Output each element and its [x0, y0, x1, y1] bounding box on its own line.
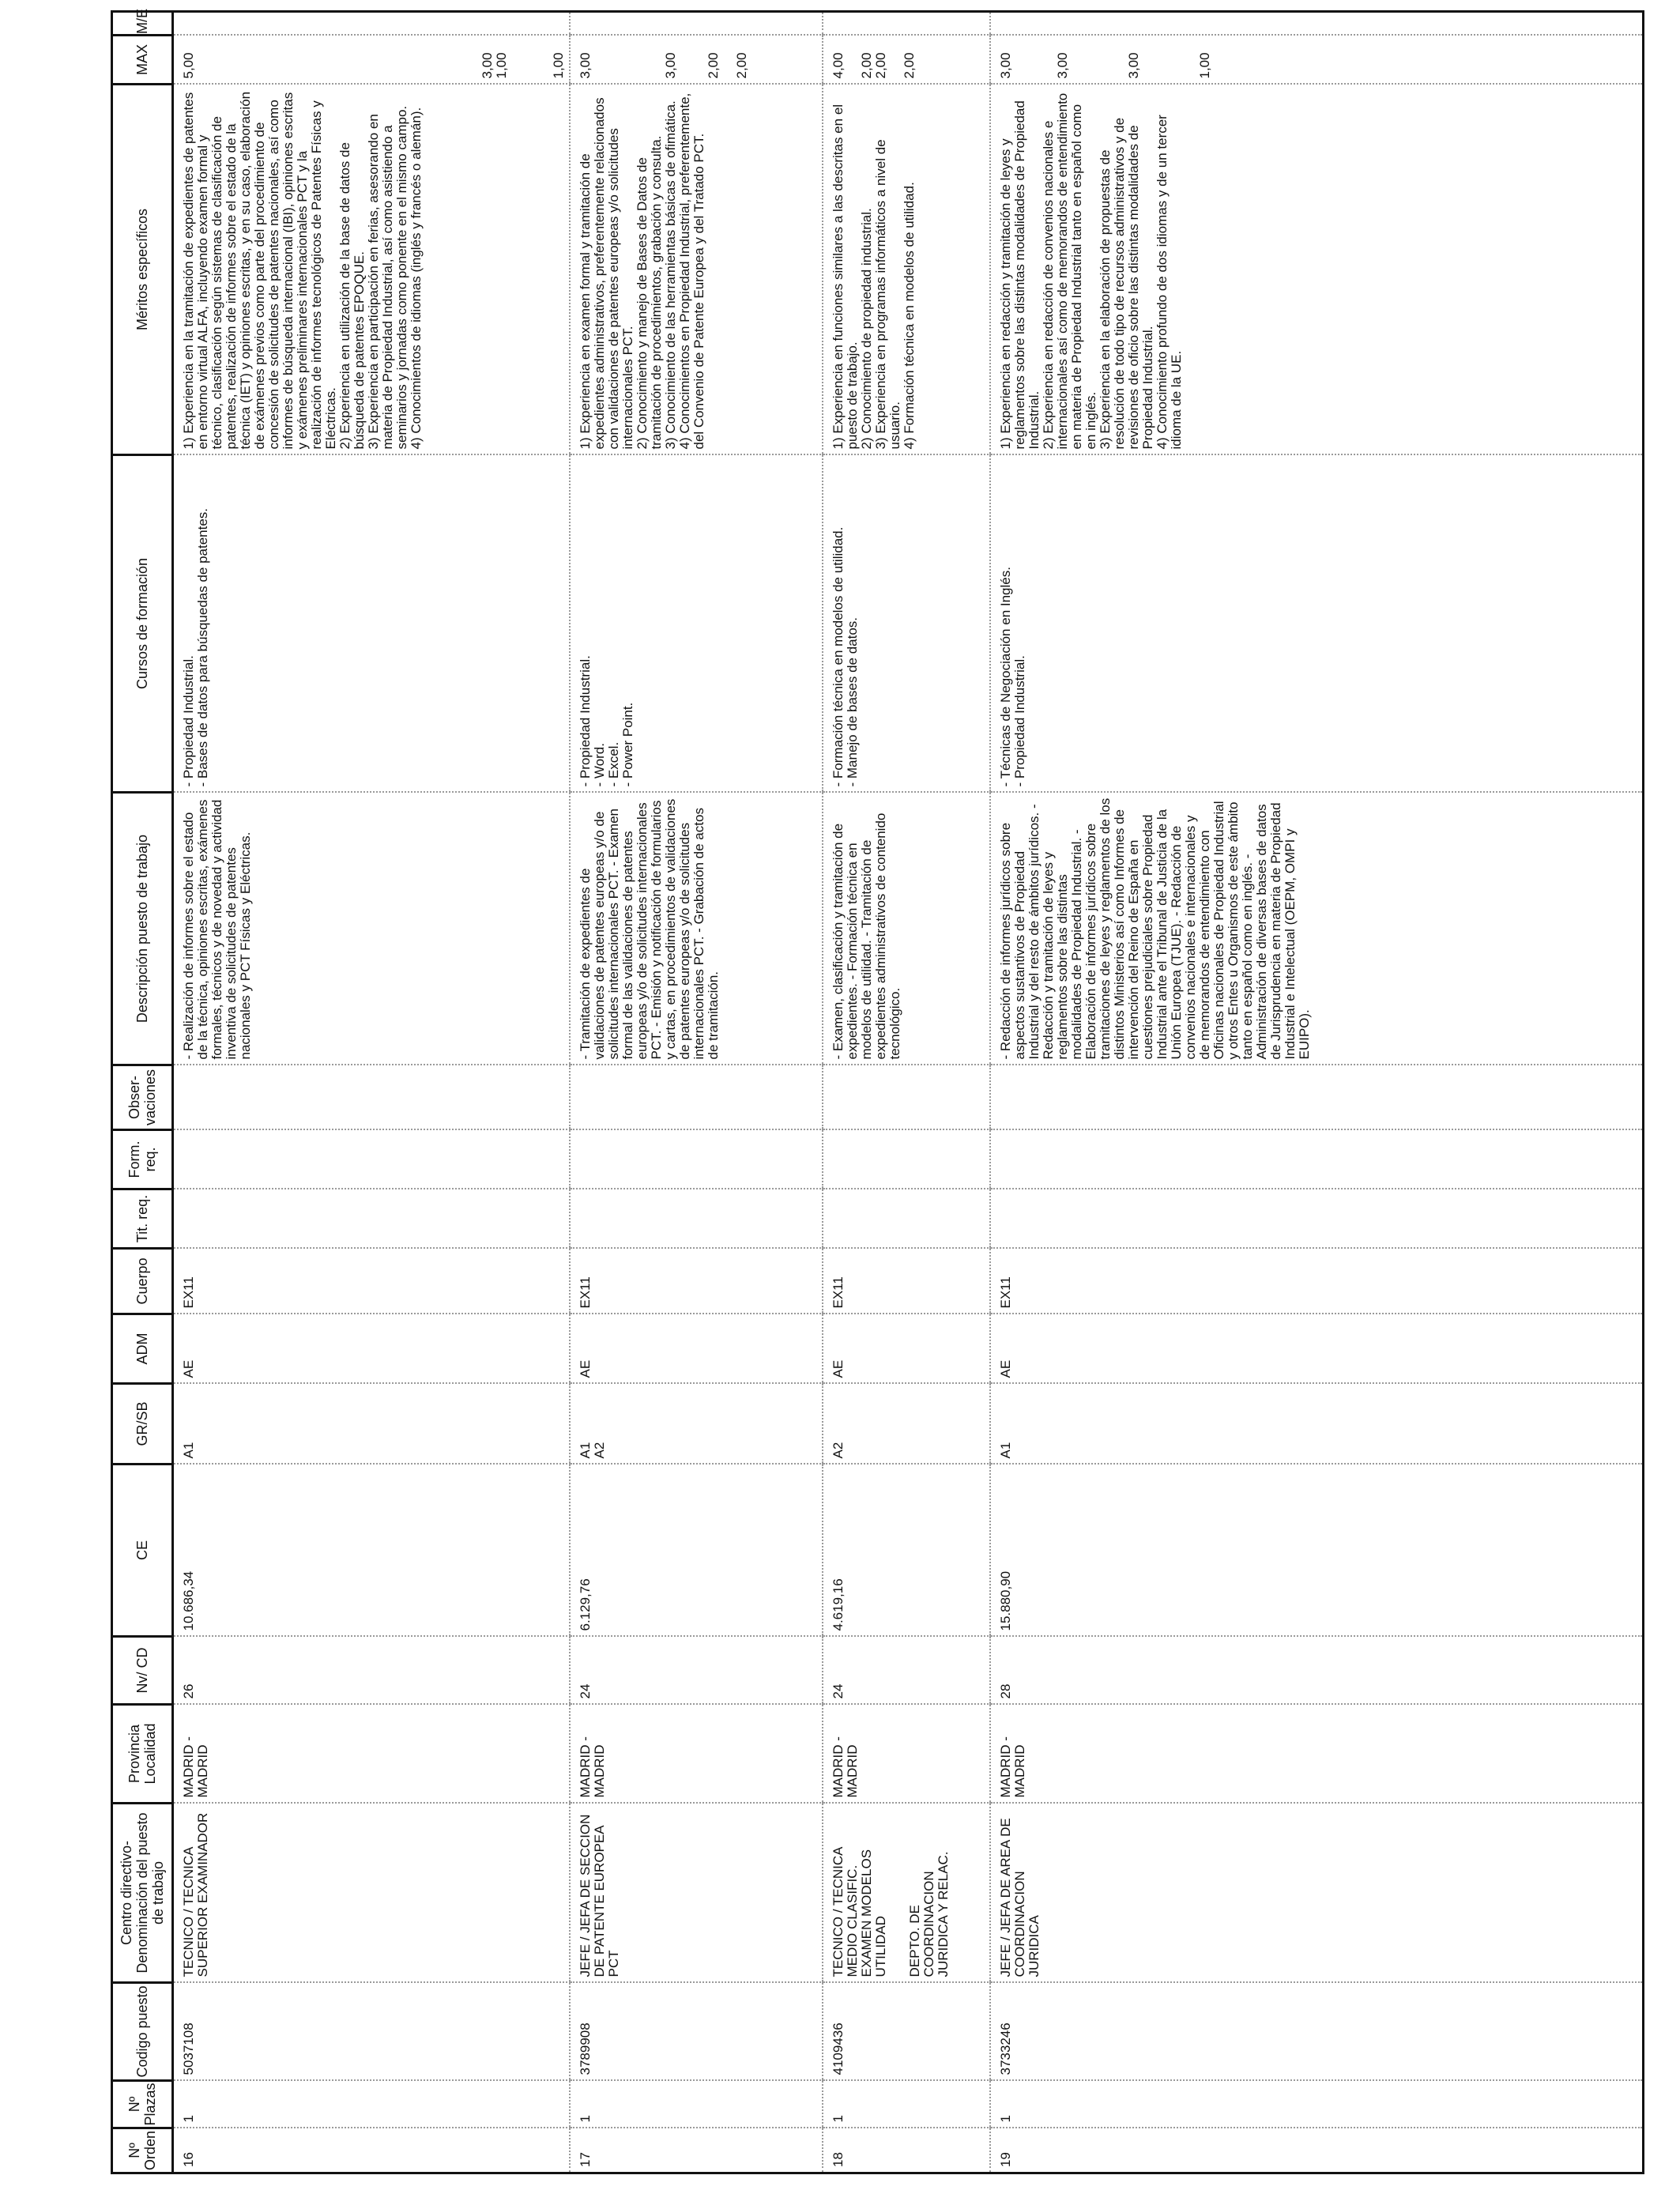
me-cell — [991, 13, 999, 35]
provincia-cell: MADRID - MADRID — [181, 1736, 210, 1798]
header-form: Form. req. — [112, 1130, 173, 1189]
max-value: 5,00 — [181, 52, 196, 79]
plazas-cell: 1 — [998, 2115, 1013, 2123]
max-value: 3,00 — [1126, 52, 1141, 79]
orden-cell: 16 — [181, 2152, 196, 2167]
centro-cell: JEFE / JEFA DE AREA DE COORDINACION JURIDICA — [998, 1818, 1042, 1977]
cuerpo-cell: EX11 — [181, 1276, 196, 1309]
merito-item: 1) Experiencia en redacción y tramitación de leyes y reglamentos sobre las distintas modalidades de Propiedad Industrial. — [998, 100, 1042, 450]
merito-item: 3) Conocimiento de las herramientas básicas de ofimática. — [663, 100, 678, 450]
codigo-cell: 3789908 — [578, 2022, 593, 2075]
codigo-cell: 5037108 — [181, 2022, 196, 2075]
header-max: MAX — [112, 36, 173, 85]
header-plazas: Nº Plazas — [112, 2081, 173, 2128]
centro-section: DEPTO. DE COORDINACION JURIDICA Y RELAC. — [907, 1851, 951, 1977]
descripcion-cell: - Tramitación de expedientes de validaciones de patentes europeas y/o de solicitudes internacionales PCT. - Examen formal de las validaciones de patentes europeas y/o de solicitudes internacionales PCT. - Emisión y notificación de formularios y cartas, en procedimientos de validaciones de patentes europeas y/o de solicitudes internacionales PCT. - Grabación de actos de tramitación. — [578, 798, 721, 1060]
obs-cell — [991, 1066, 999, 1129]
max-list — [823, 36, 917, 84]
header-cursos: Cursos de formación — [112, 455, 173, 793]
curso-item: - Técnicas de Negociación en Inglés. — [998, 567, 1013, 787]
codigo-cell: 3733246 — [998, 2022, 1013, 2075]
max-value: 1,00 — [1197, 52, 1212, 79]
ce-cell: 6.129,76 — [578, 1578, 593, 1631]
header-descripcion: Descripción puesto de trabajo — [112, 793, 173, 1065]
provincia-cell: MADRID - MADRID — [831, 1736, 860, 1798]
form-cell — [571, 1131, 578, 1189]
merito-item: 4) Formación técnica en modelos de utilidad. — [902, 182, 917, 450]
centro-cell: JEFE / JEFA DE SECCION DE PATENTE EUROPEA PCT — [578, 1814, 621, 1977]
header-adm: ADM — [112, 1314, 173, 1384]
max-value: 3,00 — [1055, 52, 1070, 79]
merito-item: 4) Conocimiento profundo de dos idiomas y de un tercer idioma de la UE. — [1155, 115, 1184, 450]
plazas-cell: 1 — [181, 2115, 196, 2123]
cuerpo-cell: EX11 — [998, 1276, 1013, 1309]
max-value: 4,00 — [831, 52, 846, 79]
curso-item: - Bases de datos para búsquedas de patentes. — [195, 507, 210, 787]
header-codigo: Codigo puesto — [112, 1983, 173, 2081]
provincia-cell: MADRID - MADRID — [998, 1736, 1027, 1798]
header-grupo: GR/SB — [112, 1384, 173, 1465]
curso-item: - Power Point. — [620, 702, 635, 787]
curso-item: - Formación técnica en modelos de utilidad. — [831, 526, 846, 787]
centro-cell: TECNICO / TECNICA SUPERIOR EXAMINADOR — [181, 1812, 210, 1977]
max-value: 2,00 — [734, 52, 749, 79]
tit-cell — [571, 1190, 578, 1248]
table-row — [570, 12, 823, 2173]
header-meritos: Méritos específicos — [112, 85, 173, 455]
grupo-value: A2 — [592, 1442, 607, 1459]
adm-cell: AE — [181, 1359, 196, 1378]
me-cell — [571, 13, 578, 35]
merito-item: 3) Experiencia en participación en ferias, asesorando en materia de Propiedad Industrial, así como asistiendo a seminarios y jornadas como ponente en el mismo campo. — [366, 105, 409, 450]
cuerpo-cell: EX11 — [831, 1276, 846, 1309]
curso-item: - Propiedad Industrial. — [578, 655, 593, 787]
merito-item: 1) Experiencia en examen formal y tramitación de expedientes administrativos, preferentemente relacionados con validaciones de patentes europeas y/o solicitudes internacionales PCT. — [578, 97, 635, 450]
merito-item: 4) Conocimientos de idiomas (inglés y francés o alemán). — [409, 107, 424, 450]
merito-item: 2) Conocimiento de propiedad industrial. — [859, 208, 874, 450]
merito-item: 4) Conocimientos en Propiedad Industrial, preferentemente, del Convenio de Patente Europea y del Tratado PCT. — [677, 92, 706, 450]
max-value: 3,00 — [578, 52, 593, 79]
max-value: 3,00 — [663, 52, 678, 79]
me-cell — [174, 13, 182, 35]
nivel-cell: 26 — [181, 1683, 196, 1699]
merito-item: 2) Experiencia en utilización de la base de datos de búsqueda de patentes EPOQUE. — [337, 142, 367, 450]
max-value: 3,00 — [998, 52, 1013, 79]
max-value: 1,00 — [551, 52, 566, 79]
max-list — [174, 36, 566, 84]
obs-cell — [823, 1066, 831, 1129]
adm-cell: AE — [831, 1359, 846, 1378]
nivel-cell: 28 — [998, 1683, 1013, 1699]
form-cell — [174, 1131, 182, 1189]
nivel-cell: 24 — [578, 1683, 593, 1699]
header-nivel: Nv/ CD — [112, 1637, 173, 1705]
curso-item: - Propiedad Industrial. — [1012, 655, 1027, 787]
header-orden: Nº Orden — [112, 2128, 173, 2173]
merito-item: 1) Experiencia en la tramitación de expedientes de patentes en entorno virtual ALFA, incluyendo examen formal y técnico, clasificación según sistemas de clasificación de patentes, realización de informes sobre el estado de la técnica (IET) y opiniones escritas, y en su caso, elaboración de exámenes previos como parte del procedimiento de concesión de solicitudes de patentes nacionales, así como informes de búsqueda internacional (IBI), opiniones escritas y exámenes preliminares internacionales PCT y la realización de informes tecnológicos de Patentes Físicas y Eléctricas. — [181, 91, 338, 450]
orden-cell: 17 — [578, 2152, 593, 2167]
curso-item: - Excel. — [606, 741, 621, 787]
obs-cell — [571, 1066, 578, 1129]
me-cell — [823, 13, 831, 35]
grupo-value: A1 — [578, 1442, 593, 1459]
tit-cell — [174, 1190, 182, 1248]
header-cuerpo: Cuerpo — [112, 1249, 173, 1314]
orden-cell: 18 — [831, 2152, 846, 2167]
descripcion-cell: - Realización de informes sobre el estado de la técnica, opiniones escritas, exámenes formales, técnicos y de novedad y actividad inventiva de solicitudes de patentes nacionales y PCT Físicas y Eléctricas. — [181, 799, 253, 1060]
max-value: 2,00 — [902, 52, 917, 79]
tit-cell — [823, 1190, 831, 1248]
plazas-cell: 1 — [831, 2115, 846, 2123]
ce-cell: 10.686,34 — [181, 1570, 196, 1631]
curso-item: - Word. — [592, 743, 607, 787]
job-positions-table — [111, 10, 1644, 2174]
plazas-cell: 1 — [578, 2115, 593, 2123]
cuerpo-cell: EX11 — [578, 1276, 593, 1309]
max-value: 2,00 — [873, 52, 888, 79]
grupo-value: A1 — [181, 1442, 196, 1459]
adm-cell: AE — [998, 1359, 1013, 1378]
table-row — [990, 12, 1644, 2173]
descripcion-cell: - Redacción de informes jurídicos sobre aspectos sustantivos de Propiedad Industrial y del resto de ámbitos jurídicos. - Redacción y tramitación de leyes y reglamentos sobre las distintas modalidades de Propiedad Industrial. - Elaboración de informes jurídicos sobre tramitaciones de leyes y reglamentos de los distintos Ministerios así como Informes de intervención del Reino de España en cuestiones prejudiciales sobre Propiedad Industrial ante el Tribunal de Justicia de la Unión Europea (TJUE). - Redacción de convenios nacionales e internacionales y de memorandos de entendimiento con Oficinas nacionales de Propiedad Industrial y otros Entes u Organismos de este ámbito tanto en español como en inglés. - Administración de diversas bases de datos de Jurisprudencia en materia de Propiedad Industrial e Intelectual (OEPM, OMPI y EUIPO). — [998, 797, 1312, 1060]
codigo-cell: 4109436 — [831, 2022, 846, 2075]
tit-cell — [991, 1190, 999, 1248]
form-cell — [823, 1131, 831, 1189]
header-tit: Tit. req. — [112, 1189, 173, 1249]
grupo-value: A1 — [998, 1442, 1013, 1459]
curso-item: - Propiedad Industrial. — [181, 655, 196, 787]
grupo-value: A2 — [831, 1442, 846, 1459]
header-row — [112, 12, 173, 2173]
obs-cell — [174, 1066, 182, 1129]
max-value: 2,00 — [859, 52, 874, 79]
provincia-cell: MADRID - MADRID — [578, 1736, 607, 1798]
form-cell — [991, 1131, 999, 1189]
curso-item: - Manejo de bases de datos. — [845, 616, 860, 787]
merito-item: 2) Experiencia en redacción de convenios nacionales e internacionales así como de memorandos de entendimiento en materia de Propiedad Industrial tanto en español como en inglés. — [1041, 92, 1098, 450]
table-row — [823, 12, 990, 2173]
header-centro: Centro directivo- Denominación del puesto de trabajo — [112, 1804, 173, 1983]
adm-cell: AE — [578, 1359, 593, 1378]
merito-item: 1) Experiencia en funciones similares a las descritas en el puesto de trabajo. — [831, 104, 860, 450]
ce-cell: 4.619,16 — [831, 1578, 846, 1631]
header-ce: CE — [112, 1465, 173, 1637]
header-me: M/E — [112, 12, 173, 36]
max-value: 1,00 — [494, 52, 509, 79]
descripcion-cell: - Examen, clasificación y tramitación de expedientes. - Formación técnica en modelos de utilidad. - Tramitación de expedientes administrativos de contenido tecnológico. — [831, 812, 902, 1060]
merito-item: 3) Experiencia en programas informáticos a nivel de usuario. — [873, 139, 902, 450]
merito-item: 3) Experiencia en la elaboración de propuestas de resolución de todo tipo de recursos administrativos y de revisiones de oficio sobre las distintas modalidades de Propiedad Industrial. — [1098, 117, 1155, 450]
ce-cell: 15.880,90 — [998, 1570, 1013, 1631]
max-list — [991, 36, 1212, 84]
centro-cell: TECNICO / TECNICA MEDIO CLASIFIC. EXAMEN MODELOS UTILIDAD — [831, 1847, 888, 1977]
max-list — [571, 36, 749, 84]
table-row — [173, 12, 571, 2173]
orden-cell: 19 — [998, 2152, 1013, 2167]
max-value: 2,00 — [706, 52, 721, 79]
header-provincia: Provincia Localidad — [112, 1705, 173, 1804]
max-value: 3,00 — [480, 52, 495, 79]
header-obs: Obser- vaciones — [112, 1065, 173, 1130]
nivel-cell: 24 — [831, 1683, 846, 1699]
merito-item: 2) Conocimiento y manejo de Bases de Datos de tramitación de procedimientos, grabación y consulta. — [635, 135, 664, 450]
